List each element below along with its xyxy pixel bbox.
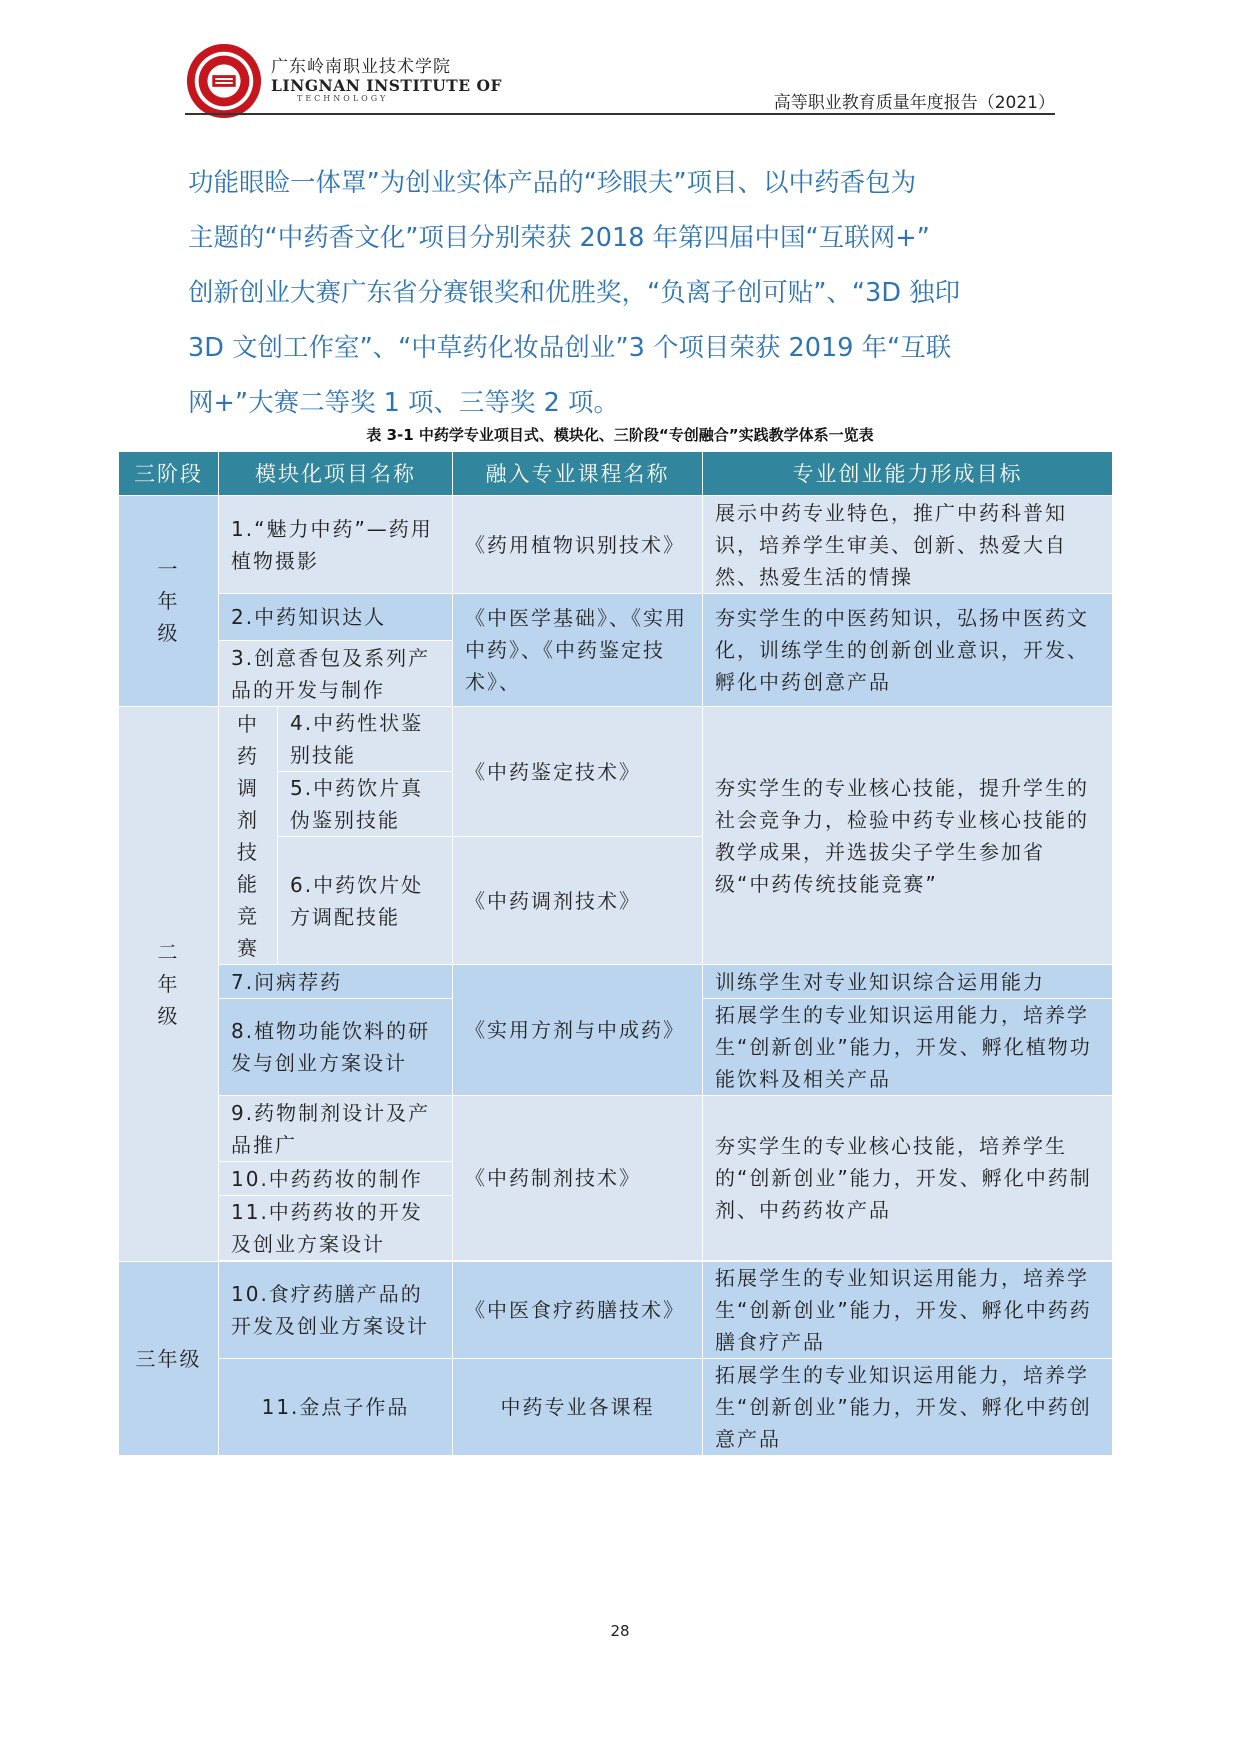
paragraph-line: 主题的“中药香文化”项目分别荣获 2018 年第四届中国“互联网+” [188, 223, 930, 253]
goal-cell: 训练学生对专业知识综合运用能力 [703, 965, 1113, 999]
teaching-system-table [118, 451, 1113, 1456]
report-title: 高等职业教育质量年度报告（2021） [773, 93, 1055, 113]
project-cell: 10.中药药妆的制作 [219, 1162, 453, 1196]
goal-cell: 夯实学生的中医药知识，弘扬中医药文化，训练学生的创新创业意识，开发、孵化中药创意产品 [703, 594, 1113, 707]
header-stage: 三阶段 [119, 452, 219, 496]
stage-year2: 二年级 [119, 707, 219, 1262]
project-cell: 9.药物制剂设计及产品推广 [219, 1096, 453, 1162]
header-project: 模块化项目名称 [219, 452, 453, 496]
table-header-row [119, 452, 1113, 496]
project-cell: 4.中药性状鉴别技能 [278, 707, 453, 772]
goal-cell: 拓展学生的专业知识运用能力，培养学生“创新创业”能力，开发、孵化中药创意产品 [703, 1359, 1113, 1456]
project-cell: 8.植物功能饮料的研发与创业方案设计 [219, 999, 453, 1096]
goal-cell: 拓展学生的专业知识运用能力，培养学生“创新创业”能力，开发、孵化植物功能饮料及相关产品 [703, 999, 1113, 1096]
table-row [119, 1359, 1113, 1456]
header-divider [185, 113, 1055, 115]
header-goal: 专业创业能力形成目标 [703, 452, 1113, 496]
course-cell: 《中医学基础》、《实用中药》、《中药鉴定技术》、 [453, 594, 703, 707]
header-course: 融入专业课程名称 [453, 452, 703, 496]
goal-cell: 拓展学生的专业知识运用能力，培养学生“创新创业”能力，开发、孵化中药药膳食疗产品 [703, 1262, 1113, 1359]
project-cell: 10.食疗药膳产品的开发及创业方案设计 [219, 1262, 453, 1359]
paragraph-line: 3D 文创工作室”、“中草药化妆品创业”3 个项目荣获 2019 年“互联 [188, 333, 952, 363]
goal-cell: 展示中药专业特色，推广中药科普知识，培养学生审美、创新、热爱大自然、热爱生活的情操 [703, 496, 1113, 594]
goal-cell: 夯实学生的专业核心技能，提升学生的社会竞争力，检验中药专业核心技能的教学成果，并选拔尖子学生参加省级“中药传统技能竞赛” [703, 707, 1113, 965]
project-cell: 2.中药知识达人 [219, 594, 453, 641]
course-cell: 中药专业各课程 [453, 1359, 703, 1456]
course-cell: 《中药调剂技术》 [453, 837, 703, 965]
project-cell: 11.中药药妆的开发及创业方案设计 [219, 1196, 453, 1261]
stage-year3: 三年级 [119, 1262, 219, 1456]
table-row [119, 965, 1113, 999]
table-row [119, 707, 1113, 772]
table-row [119, 1262, 1113, 1359]
page-header [185, 36, 1055, 118]
course-cell: 《药用植物识别技术》 [453, 496, 703, 594]
table-row [119, 1096, 1113, 1162]
paragraph-line: 网+”大赛二等奖 1 项、三等奖 2 项。 [188, 388, 619, 418]
goal-cell: 夯实学生的专业核心技能，培养学生的“创新创业”能力，开发、孵化中药制剂、中药药妆产品 [703, 1096, 1113, 1261]
course-cell: 《实用方剂与中成药》 [453, 965, 703, 1096]
project-cell: 11.金点子作品 [219, 1359, 453, 1456]
course-cell: 《中药鉴定技术》 [453, 707, 703, 837]
table-row [119, 496, 1113, 594]
school-name-en: LINGNAN INSTITUTE OF [271, 76, 503, 95]
project-cell: 7.问病荐药 [219, 965, 453, 999]
table-row [119, 594, 1113, 641]
project-cell: 3.创意香包及系列产品的开发与制作 [219, 641, 453, 707]
project-cell: 1.“魅力中药”—药用植物摄影 [219, 496, 453, 594]
page-number: 28 [610, 1622, 630, 1640]
course-cell: 《中医食疗药膳技术》 [453, 1262, 703, 1359]
school-name-cn: 广东岭南职业技术学院 [271, 57, 451, 77]
project-cell: 6.中药饮片处方调配技能 [278, 837, 453, 965]
stage-year1: 一年级 [119, 496, 219, 707]
course-cell: 《中药制剂技术》 [453, 1096, 703, 1261]
table-caption: 表 3-1 中药学专业项目式、模块化、三阶段“专创融合”实践教学体系一览表 [366, 426, 874, 444]
project-cell: 5.中药饮片真伪鉴别技能 [278, 772, 453, 837]
school-logo-icon [185, 42, 263, 120]
paragraph-line: 创新创业大赛广东省分赛银奖和优胜奖，“负离子创可贴”、“3D 独印 [188, 278, 961, 308]
body-paragraph [188, 156, 1048, 431]
paragraph-line: 功能眼睑一体罩”为创业实体产品的“珍眼夫”项目、以中药香包为 [188, 168, 917, 198]
competition-group: 中药调剂技能竞赛 [219, 707, 278, 965]
school-name-en-line2: TECHNOLOGY [297, 94, 389, 103]
